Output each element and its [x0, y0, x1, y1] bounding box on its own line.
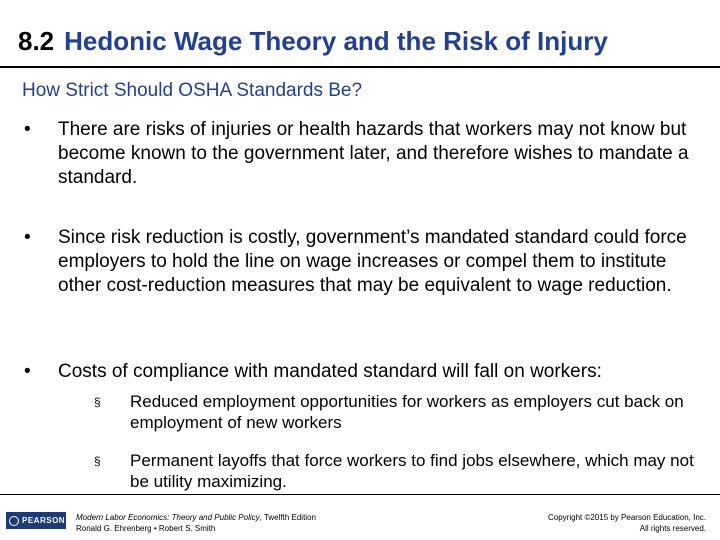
sub-bullet-text-1: Reduced employment opportunities for workers as employers cut back on employment of new workers	[130, 392, 684, 432]
bullet-text-1: There are risks of injuries or health hazards that workers may not know but become known to the government later, and therefore wishes to mandate a standard.	[58, 119, 689, 188]
bullet-text-2: Since risk reduction is costly, government’s mandated standard could force employers to hold the line on wage increases or compel them to institute other cost-reduction measures that may be equivalent to wage reduction.	[58, 227, 687, 296]
sub-bullet-marker: §	[94, 454, 101, 468]
sub-bullet-marker: §	[94, 395, 101, 409]
book-citation	[76, 512, 316, 534]
book-edition: , Twelfth Edition	[259, 513, 316, 522]
bullet-text-3: Costs of compliance with mandated standard will fall on workers:	[58, 361, 602, 382]
copyright	[548, 512, 706, 534]
title-text: Hedonic Wage Theory and the Risk of Injury	[64, 26, 608, 56]
bullet-marker: •	[24, 361, 31, 382]
pearson-logo-icon	[9, 516, 19, 526]
bullet-marker: •	[24, 119, 31, 140]
book-title: Modern Labor Economics: Theory and Public Policy	[76, 513, 260, 522]
copyright-line-1: Copyright ©2015 by Pearson Education, Inc.	[548, 513, 706, 522]
pearson-logo	[6, 512, 66, 529]
page-title	[18, 26, 608, 57]
pearson-logo-text: PEARSON	[22, 516, 66, 525]
footer-divider	[0, 494, 720, 495]
title-divider	[0, 66, 720, 68]
bullet-marker: •	[24, 227, 31, 248]
copyright-line-2: All rights reserved.	[639, 524, 706, 533]
slide-subtitle: How Strict Should OSHA Standards Be?	[22, 80, 363, 101]
book-authors: Ronald G. Ehrenberg • Robert S. Smith	[76, 524, 216, 533]
section-number: 8.2	[18, 26, 55, 56]
sub-bullet-text-2: Permanent layoffs that force workers to find jobs elsewhere, which may not be utility maximizing.	[130, 451, 694, 491]
